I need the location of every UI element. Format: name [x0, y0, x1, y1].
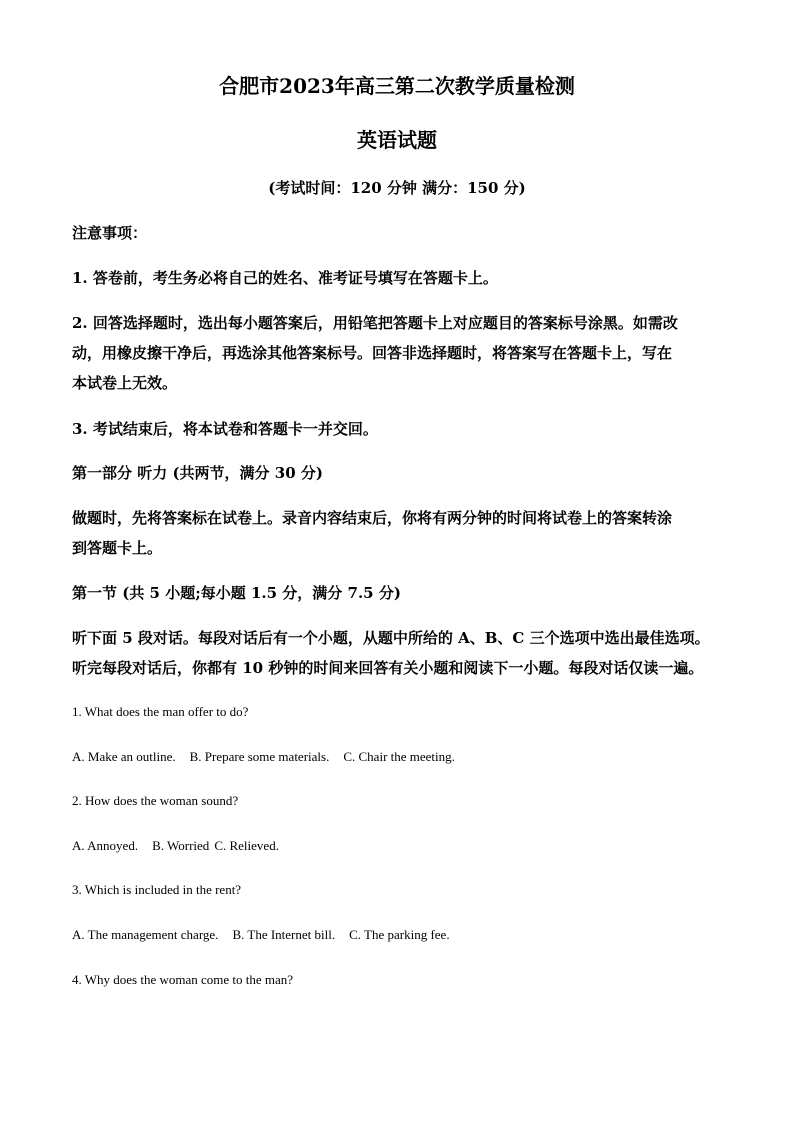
notice-item-1: 1. 答卷前，考生务必将自己的姓名、准考证号填写在答题卡上。: [72, 269, 498, 287]
part1-instruction-line-1: 做题时，先将答案标在试卷上。录音内容结束后，你将有两分钟的时间将试卷上的答案转涂: [72, 509, 673, 527]
question-2-options: [72, 838, 279, 854]
question-1-option-b: B. Prepare some materials.: [189, 749, 330, 764]
question-4-stem: 4. Why does the woman come to the man?: [72, 972, 294, 987]
question-2-option-a: A. Annoyed.: [72, 838, 139, 853]
question-1-stem: 1. What does the man offer to do?: [72, 704, 249, 719]
notice-item-2-line-2: 动，用橡皮擦干净后，再选涂其他答案标号。回答非选择题时，将答案写在答题卡上，写在: [72, 344, 673, 362]
exam-main-title: 合肥市2023年高三第二次教学质量检测: [219, 74, 575, 98]
section1-instruction-line-2: 听完每段对话后，你都有 10 秒钟的时间来回答有关小题和阅读下一小题。每段对话仅读一遍。: [72, 659, 704, 677]
question-3-option-b: B. The Internet bill.: [232, 927, 336, 942]
question-3-option-a: A. The management charge.: [72, 927, 219, 942]
notice-item-3: 3. 考试结束后，将本试卷和答题卡一并交回。: [72, 420, 378, 438]
subject-title: 英语试题: [357, 128, 437, 152]
part1-instruction-line-2: 到答题卡上。: [72, 539, 163, 557]
notice-item-2-line-3: 本试卷上无效。: [72, 374, 178, 392]
notice-heading: 注意事项：: [72, 224, 148, 242]
section1-instruction-line-1: 听下面 5 段对话。每段对话后有一个小题，从题中所给的 A、B、C 三个选项中选出最佳选项。: [72, 629, 710, 647]
question-1-option-c: C. Chair the meeting.: [343, 749, 455, 764]
question-2-option-c: C. Relieved.: [214, 838, 279, 853]
question-3-options: [72, 927, 450, 943]
question-2-stem: 2. How does the woman sound?: [72, 793, 239, 808]
part1-heading: 第一部分 听力 (共两节，满分 30 分): [72, 464, 323, 482]
question-1-options: [72, 749, 455, 765]
question-3-option-c: C. The parking fee.: [349, 927, 450, 942]
section1-heading: 第一节 (共 5 小题;每小题 1.5 分，满分 7.5 分): [72, 584, 401, 602]
question-2-option-b: B. Worried: [152, 838, 210, 853]
question-1-option-a: A. Make an outline.: [72, 749, 176, 764]
exam-info: (考试时间：120 分钟 满分：150 分): [268, 179, 526, 197]
question-3-stem: 3. Which is included in the rent?: [72, 882, 242, 897]
notice-item-2-line-1: 2. 回答选择题时，选出每小题答案后，用铅笔把答题卡上对应题目的答案标号涂黑。如需改: [72, 314, 678, 332]
